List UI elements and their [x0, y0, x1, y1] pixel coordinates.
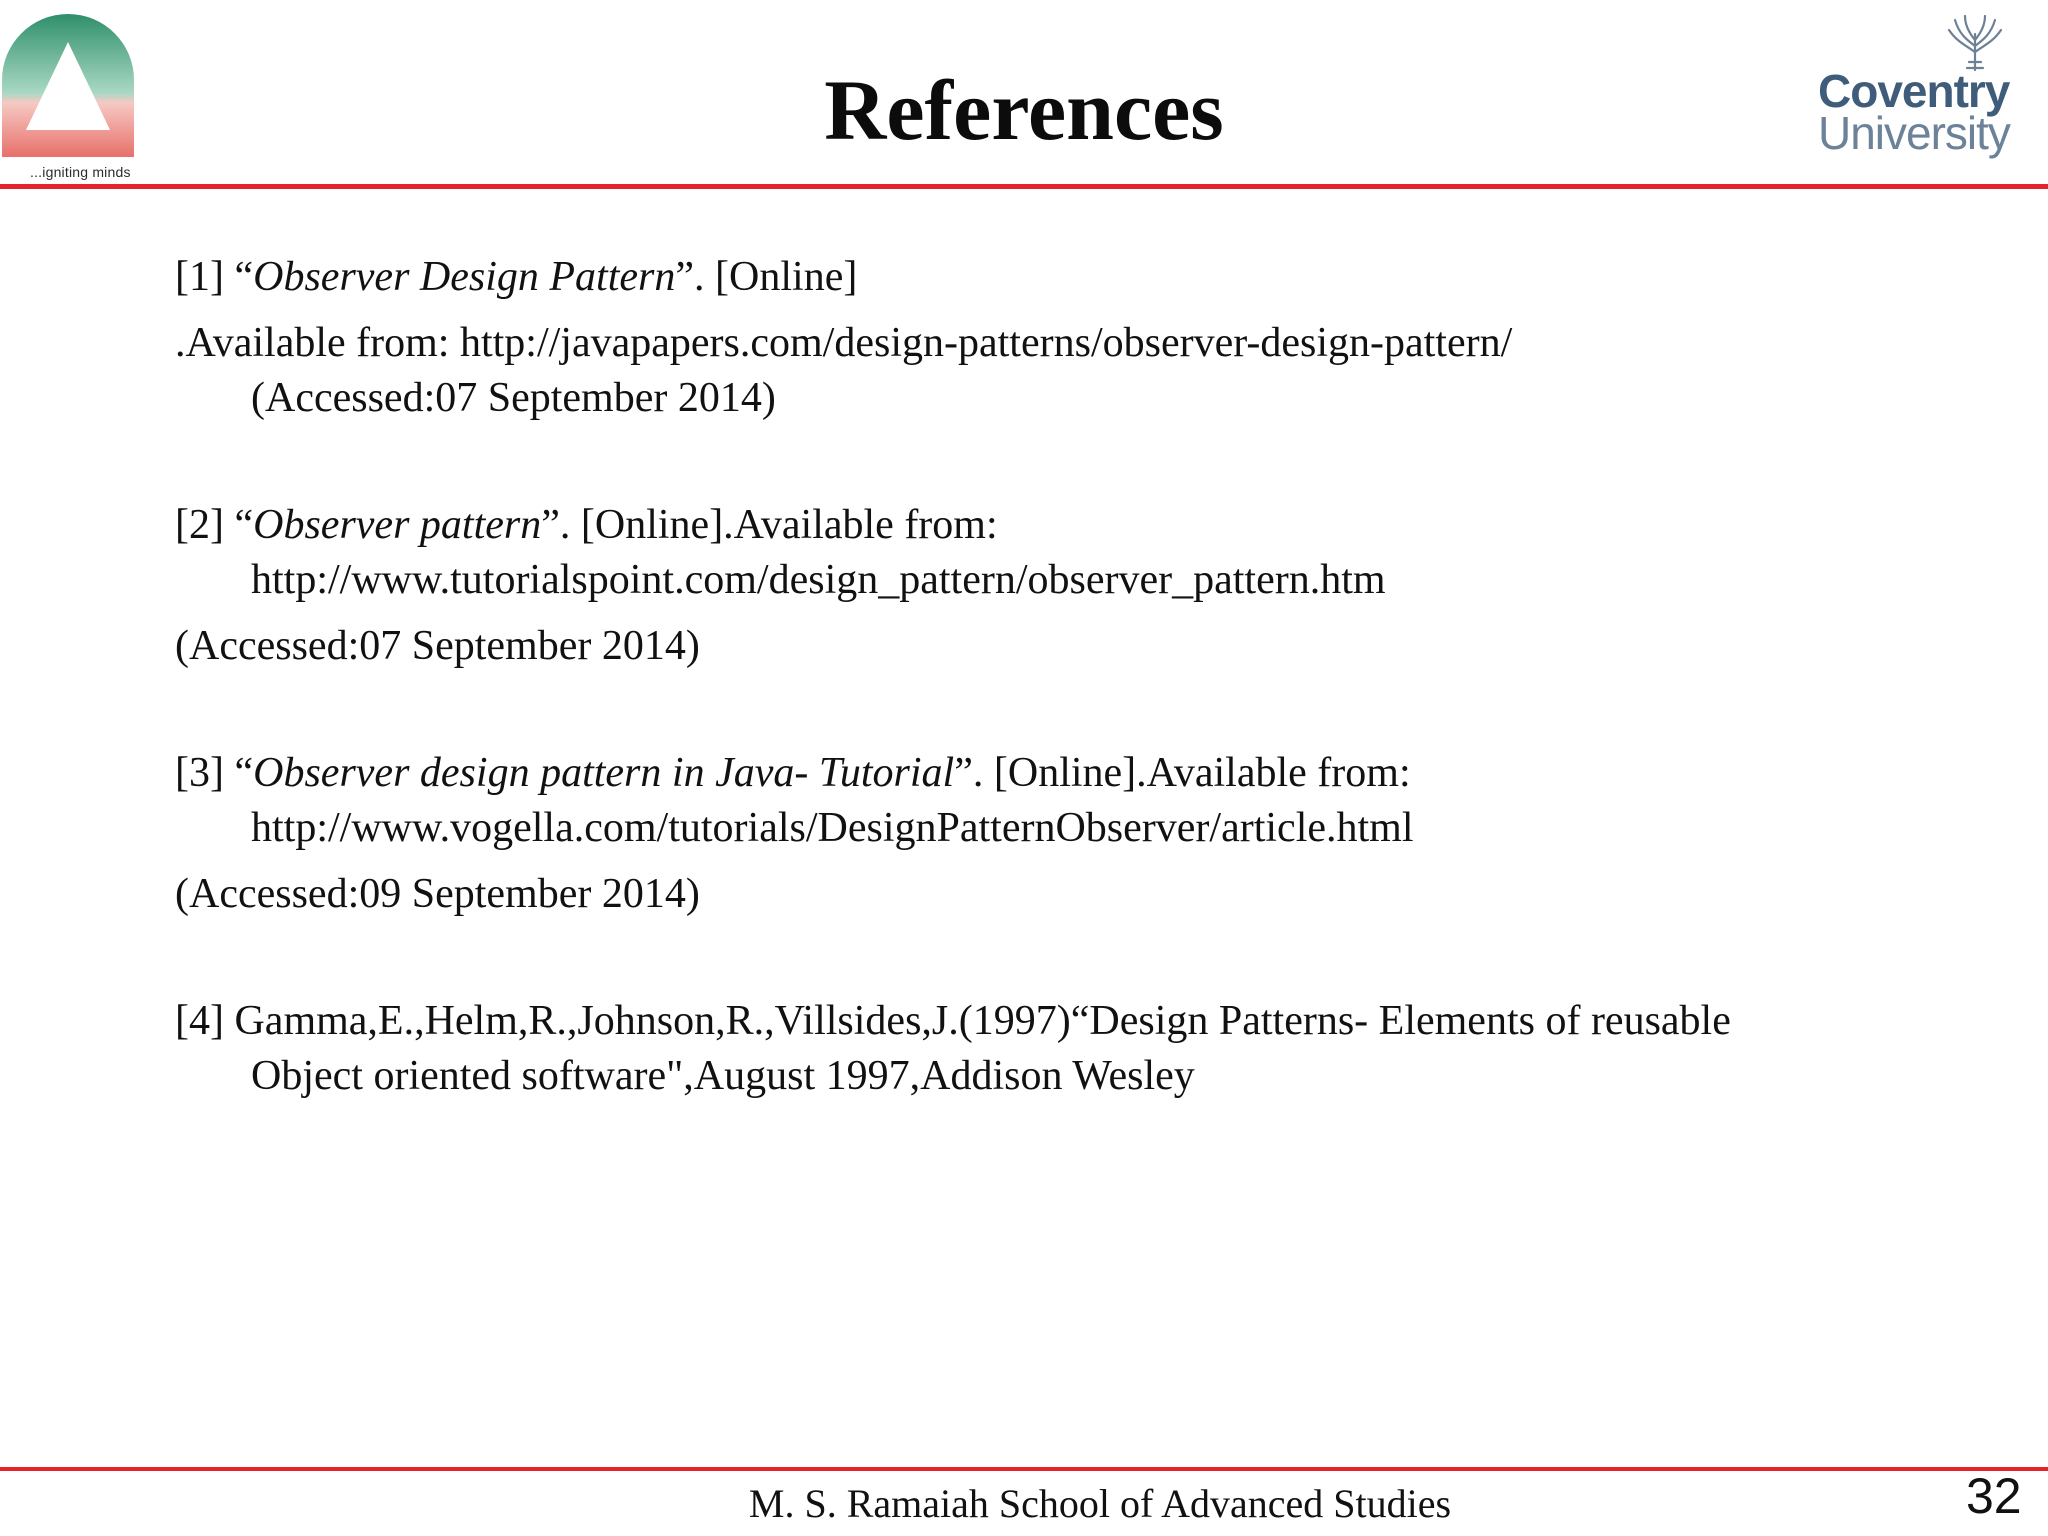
reference-title-line [175, 498, 1975, 553]
reference-citation-continuation: Object oriented software",August 1997,Addison Wesley [251, 1053, 1195, 1099]
reference-title-suffix: ”. [Online].Available from: [541, 502, 998, 548]
reference-item-4 [175, 994, 1975, 1104]
reference-accessed-line: (Accessed:09 September 2014) [175, 871, 700, 917]
page-number: 32 [1966, 1468, 2022, 1524]
reference-number: [2] “ [175, 502, 254, 548]
coventry-university-logo [1790, 8, 2030, 168]
slide-title: References [824, 62, 1224, 158]
reference-title: Observer Design Pattern [253, 254, 676, 300]
reference-url-line: http://www.tutorialspoint.com/design_pattern/observer_pattern.htm [251, 557, 1386, 603]
reference-title: Observer pattern [253, 502, 542, 548]
footer-divider [0, 1467, 2048, 1471]
reference-item-2 [175, 498, 1975, 674]
reference-number: [1] “ [175, 254, 254, 300]
reference-title-line [175, 746, 1975, 801]
header-divider [0, 184, 2048, 189]
reference-item-3 [175, 746, 1975, 922]
reference-available-line: .Available from: http://javapapers.com/design-patterns/observer-design-pattern/ [175, 320, 1513, 366]
slide-header [0, 0, 2048, 188]
reference-citation-line: [4] Gamma,E.,Helm,R.,Johnson,R.,Villsides,J.(1997)“Design Patterns- Elements of reusable [175, 998, 1731, 1044]
reference-title: Observer design pattern in Java- Tutorial [253, 750, 955, 796]
references-list [175, 250, 1975, 1176]
logo-line-coventry: Coventry [1818, 65, 2010, 117]
reference-url-line: http://www.vogella.com/tutorials/DesignPatternObserver/article.html [251, 805, 1414, 851]
reference-item-1 [175, 250, 1975, 426]
reference-title-line [175, 250, 1975, 305]
logo-line-university: University [1818, 107, 2010, 159]
reference-title-suffix: ”. [Online] [675, 254, 858, 300]
reference-number: [3] “ [175, 750, 254, 796]
logo-tagline: ...igniting minds [30, 164, 131, 180]
reference-accessed-line: (Accessed:07 September 2014) [175, 623, 700, 669]
reference-title-suffix: ”. [Online].Available from: [954, 750, 1411, 796]
reference-accessed-line: (Accessed:07 September 2014) [251, 375, 776, 421]
footer-institution: M. S. Ramaiah School of Advanced Studies [748, 1481, 1452, 1526]
